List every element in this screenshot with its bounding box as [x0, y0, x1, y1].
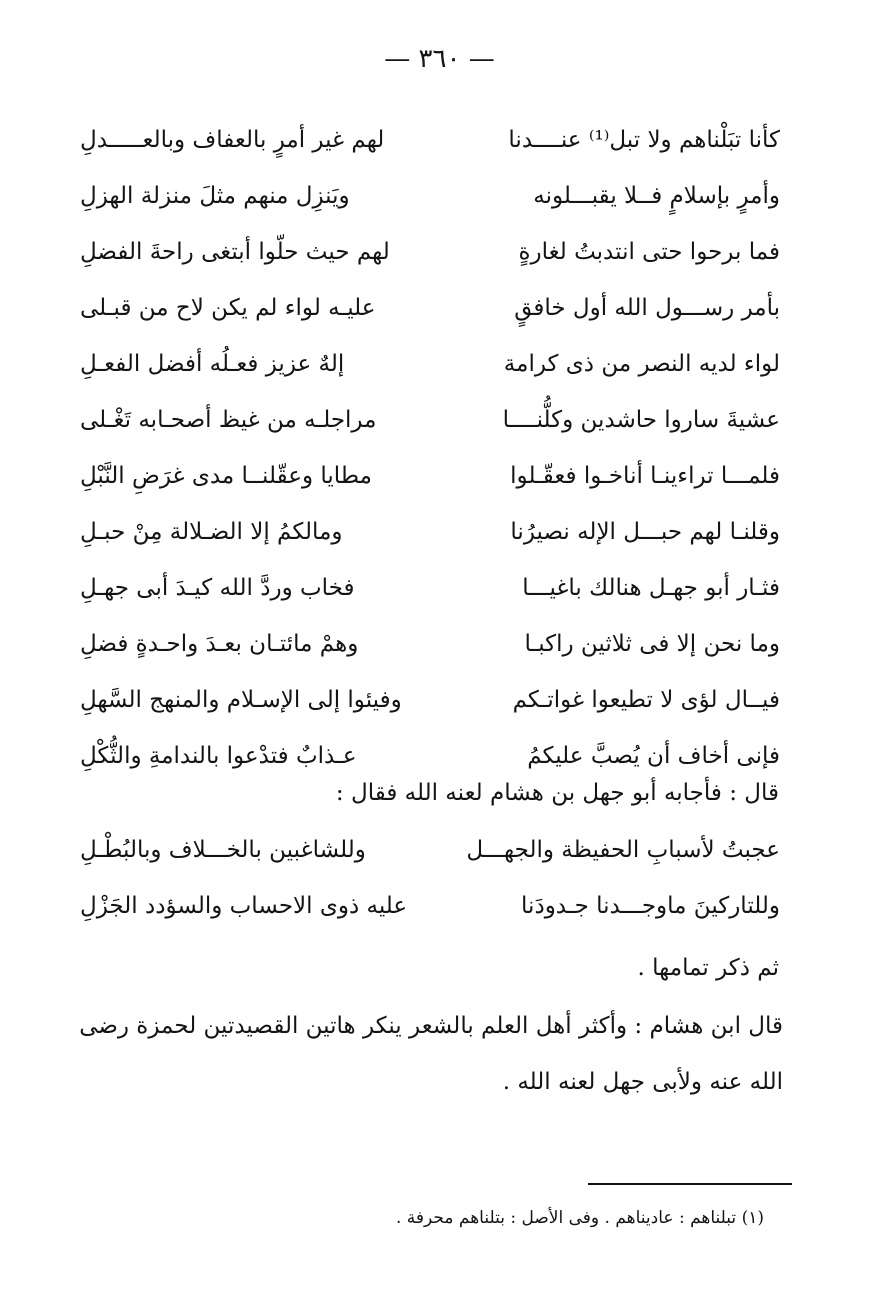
footnote: (١) تبلناهم : عاديناهم . وفى الأصل : بتلناهم محرفة . [395, 1208, 764, 1228]
verse-first-hemistich: وأمرٍ بإسلامٍ فــلا يقبـــلونه [533, 183, 780, 209]
verse-second-hemistich: لهم غير أمرٍ بالعفاف وبالعـــــدلِ [80, 127, 385, 153]
verse-line [80, 878, 780, 934]
verse-first-hemistich: وقلنـا لهم حبـــل الإله نصيرُنا [510, 519, 780, 545]
verse-line [80, 504, 780, 560]
footnote-divider [588, 1183, 792, 1185]
verse-first-hemistich: فيــال لؤى لا تطيعوا غواتـكم [512, 687, 780, 713]
verse-first-hemistich: وما نحن إلا فى ثلاثين راكبـا [524, 631, 780, 657]
verse-line [80, 168, 780, 224]
verse-line [80, 560, 780, 616]
verse-first-hemistich: فما برحوا حتى انتدبتُ لغارةٍ [518, 239, 780, 265]
verse-first-hemistich: فثـار أبو جهـل هنالك باغيـــا [522, 575, 780, 601]
verse-line [80, 672, 780, 728]
verse-line [80, 280, 780, 336]
verse-first-hemistich: بأمر رســـول الله أول خافقٍ [514, 295, 780, 321]
verse-second-hemistich: ومالكمُ إلا الضـلالة مِنْ حبـلِ [80, 519, 343, 545]
verse-second-hemistich: لهم حيث حلّوا أبتغى راحةَ الفضلِ [80, 239, 390, 265]
page-number: — ٣٦٠ — [384, 44, 495, 74]
verse-second-hemistich: مراجلـه من غيظ أصحـابه تَغْـلى [80, 407, 377, 433]
verse-first-hemistich: وللتاركينَ ماوجـــدنا جـدودَنا [521, 893, 780, 919]
closing-line: ثم ذكر تمامها . [637, 955, 779, 981]
verse-first-hemistich: فلمـــا تراءينـا أناخـوا فعقّـلوا [510, 463, 780, 489]
editor-note: قال ابن هشام : وأكثر أهل العلم بالشعر ينكر هاتين القصيدتين لحمزة رضى الله عنه ولأبى جهل لعنه الله . [79, 1013, 783, 1095]
verse-second-hemistich: وهمْ مائتـان بعـدَ واحـدةٍ فضلِ [80, 631, 359, 657]
verse-second-hemistich: عليه ذوى الاحساب والسؤدد الجَزْلِ [80, 893, 408, 919]
verse-line [80, 616, 780, 672]
verse-second-hemistich: مطايا وعقّلنــا مدى غرَضِ النَّبْلِ [80, 463, 372, 489]
verse-second-hemistich: ويَنزِل منهم مثلَ منزلة الهزلِ [80, 183, 350, 209]
verse-second-hemistich: وللشاغبين بالخـــلاف وبالبُطْـلِ [80, 837, 366, 863]
verse-first-hemistich: لواء لديه النصر من ذى كرامة [503, 351, 780, 377]
verse-first-hemistich: عشيةَ ساروا حاشدين وكلُّنــــا [502, 407, 780, 433]
verse-line [80, 822, 780, 878]
verse-second-hemistich: إلهٌ عزيز فعـلُه أفضل الفعـلِ [80, 351, 345, 377]
verse-second-hemistich: عـذابٌ فتدْعوا بالندامةِ والثُّكْلِ [80, 743, 357, 769]
poem-second [80, 822, 780, 934]
intro-line: قال : فأجابه أبو جهل بن هشام لعنه الله فقال : [335, 780, 779, 806]
verse-second-hemistich: وفيئوا إلى الإسـلام والمنهج السَّهلِ [80, 687, 402, 713]
verse-line [80, 112, 780, 168]
verse-line [80, 448, 780, 504]
poem-first [80, 112, 780, 784]
verse-second-hemistich: فخاب وردَّ الله كيـدَ أبى جهـلِ [80, 575, 355, 601]
verse-line [80, 392, 780, 448]
verse-line [80, 224, 780, 280]
verse-first-hemistich: فإنى أخاف أن يُصبَّ عليكمُ [527, 743, 780, 769]
verse-second-hemistich: عليـه لواء لم يكن لاح من قبـلى [80, 295, 376, 321]
verse-first-hemistich: عجبتُ لأسبابِ الحفيظة والجهـــل [466, 837, 780, 863]
verse-first-hemistich: كأنا تبَلْناهم ولا تبل⁽¹⁾ عنــــدنا [508, 127, 780, 153]
verse-line [80, 336, 780, 392]
